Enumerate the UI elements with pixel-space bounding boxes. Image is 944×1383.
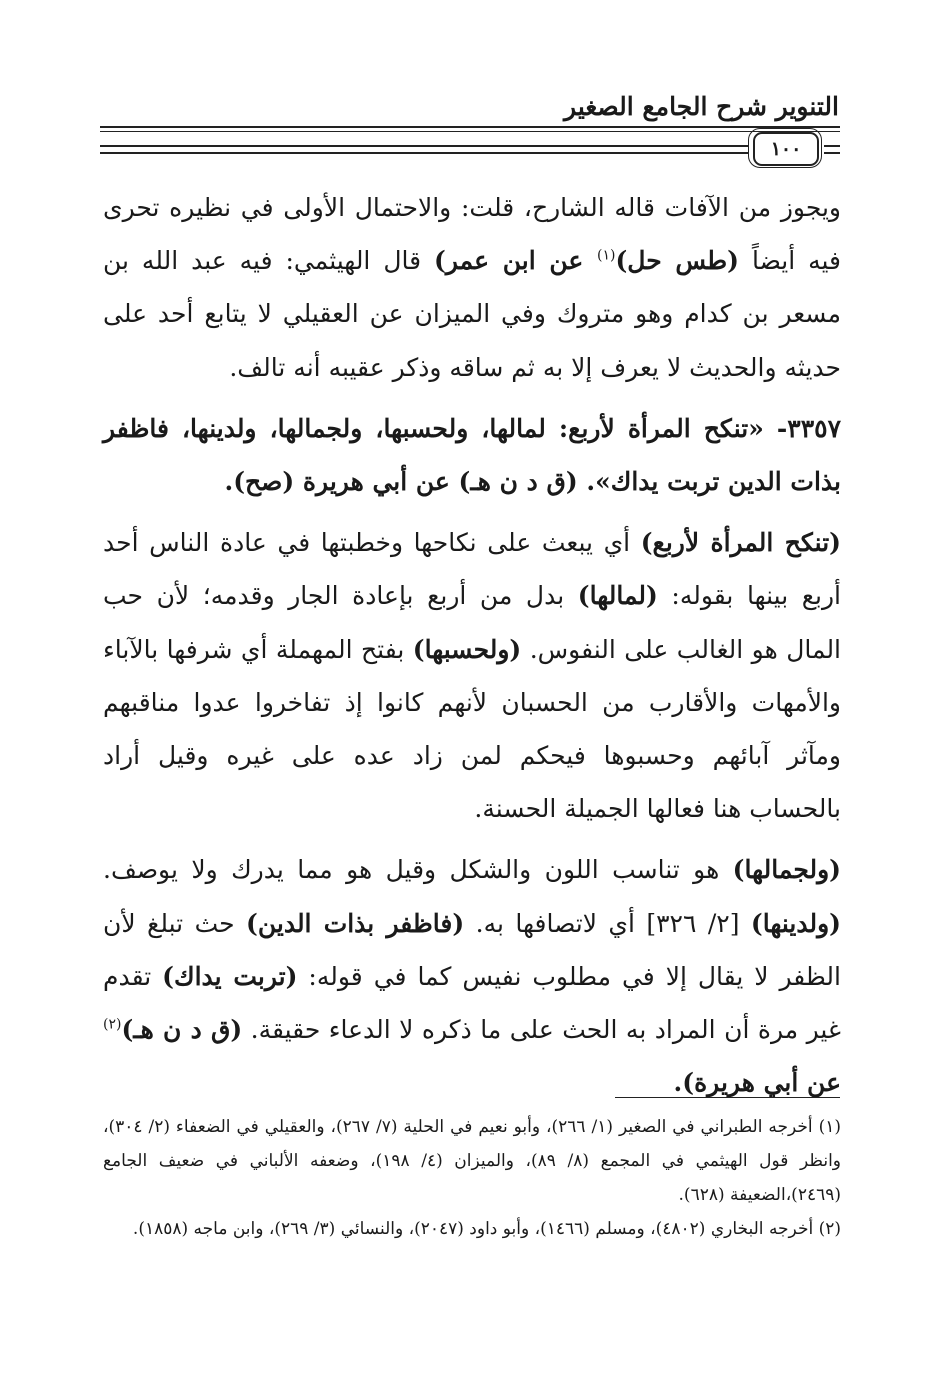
ornament-line-left [100,145,748,154]
footnote-ref-2: (٢) [103,1016,122,1033]
text-run: هو تناسب اللون والشكل وقيل هو مما يدرك ولا يوصف. [103,855,733,885]
ornament-line-right [824,145,840,154]
quoted-phrase: (ولحسبها) [412,634,522,664]
source-code: (طس حل) [615,246,739,276]
footnote-separator [615,1097,840,1098]
running-title: التنوير شرح الجامع الصغير [564,92,839,121]
text-run: حث تبلغ لأن الظفر لا يقال إلا في مطلوب نفيس كما في قوله: [103,908,841,991]
quoted-phrase: (لمالها) [577,581,658,611]
quoted-phrase: (فاظفر بذات الدين) [246,908,465,938]
narrator: عن أبي هريرة). [673,1068,841,1098]
hadith-3357 [103,402,841,508]
quoted-phrase: (تنكح المرأة لأربع) [640,528,841,558]
paragraph-1 [103,181,841,394]
footnote-ref-1: (١) [597,247,616,264]
quoted-phrase: (ولدينها) [750,908,841,938]
header-rule-thick [100,126,840,128]
narrator: عن ابن عمر) [434,246,597,276]
text-run: بفتح المهملة أي شرفها بالآباء والأمهات والأقارب من الحسبان لأنهم كانوا إذ تفاخروا عدوا مناقبهم ومآثر آبائهم وحسبوها فيحكم لمن زاد عده على غيره وقيل أراد بالحساب هنا فعالها الجميلة الحسنة. [103,634,841,824]
text-run: قال الهيثمي: فيه عبد الله بن مسعر بن كدام وهو متروك وفي الميزان عن العقيلي لا يتابع أحد على حديثه والحديث لا يعرف إلا به ثم ساقه وذكر عقيبه أنه تالف. [103,246,841,382]
text-run: تقدم غير مرة أن المراد به الحث على ما ذكره لا الدعاء حقيقة. [103,961,841,1045]
page-number: ١٠٠ [753,132,819,166]
text-run: أي يبعث على نكاحها وخطبتها في عادة الناس أحد أربع بينها بقوله: [103,528,841,611]
text-run: ويجوز من الآفات قاله الشارح، قلت: والاحتمال الأولى في نظيره تحرى فيه أيضاً [103,193,841,276]
main-text [103,181,841,1109]
hadith-text: ٣٣٥٧- «تنكح المرأة لأربع: لمالها، ولحسبها، ولجمالها، ولدينها، فاظفر بذات الدين تربت يداك». (ق د ن هـ) عن أبي هريرة (صح). [103,413,841,497]
footnotes [103,1110,841,1246]
paragraph-4 [103,843,841,1109]
text-run: بدل من أربع بإعادة الجار وقدمه؛ لأن حب المال هو الغالب على النفوس. [103,581,842,664]
header-rule-thin [100,131,840,132]
quoted-phrase: (ولجمالها) [732,855,841,885]
header-rule [100,118,840,168]
footnote-1: (١) أخرجه الطبراني في الصغير (١/ ٢٦٦)، وأبو نعيم في الحلية (٧/ ٢٦٧)، والعقيلي في الضعفاء (٢/ ٣٠٤)، وانظر قول الهيثمي في المجمع (٨/ ٨٩)، والميزان (٤/ ١٩٨)، وضعفه الألباني في ضعيف الجامع (٢٤٦٩)،الضعيفة (٦٢٨). [103,1117,841,1205]
paragraph-3 [103,516,841,835]
source-code: (ق د ن هـ) [121,1015,243,1045]
quoted-phrase: (تربت يداك) [162,961,298,991]
footnote-2: (٢) أخرجه البخاري (٤٨٠٢)، ومسلم (١٤٦٦)، وأبو داود (٢٠٤٧)، والنسائي (٣/ ٢٦٩)، وابن ماجه (١٨٥٨). [132,1219,841,1239]
text-run: [٢/ ٣٢٦] أي لاتصافها به. [464,908,751,938]
